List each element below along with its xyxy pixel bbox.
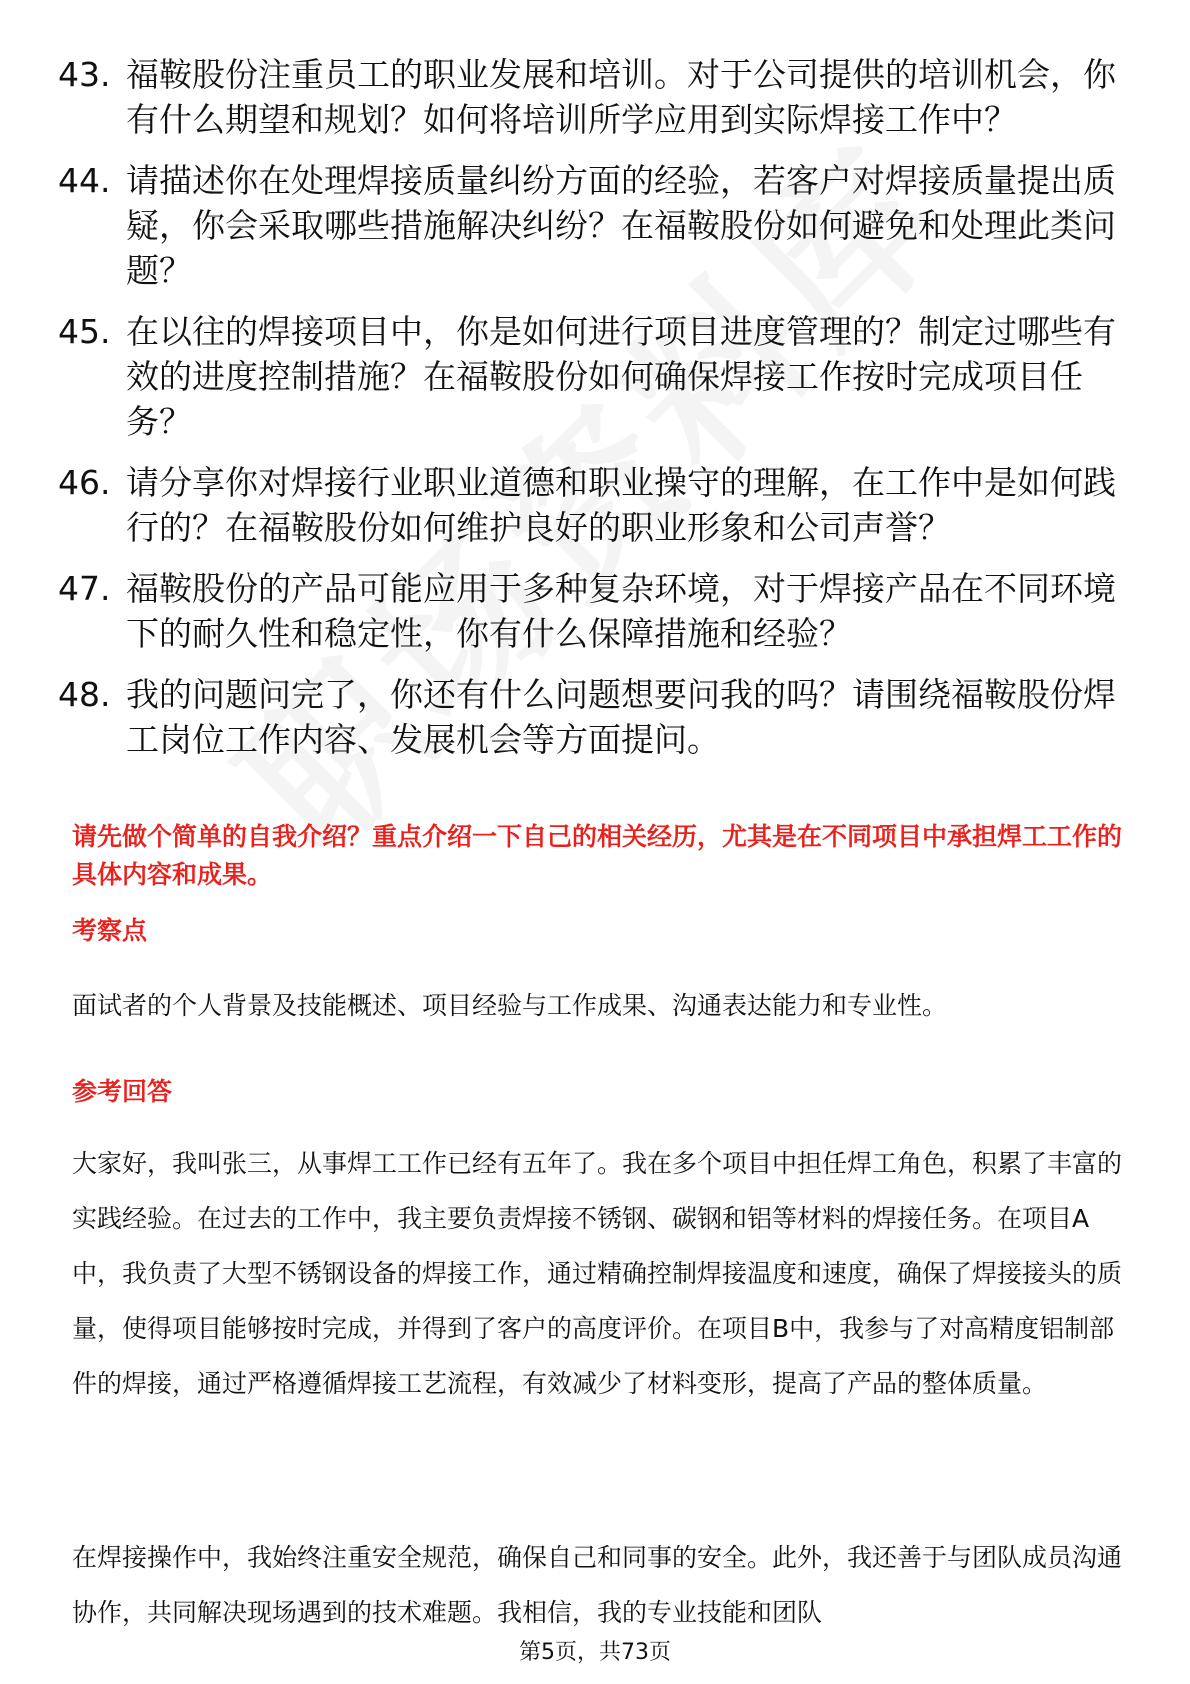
page-footer: 第5页，共73页	[519, 1640, 671, 1665]
question-text: 请描述你在处理焊接质量纠纷方面的经验，若客户对焊接质量提出质疑，你会采取哪些措施解决纠纷？在福鞍股份如何避免和处理此类问题？	[126, 161, 1116, 290]
question-item	[58, 309, 1118, 444]
answer-paragraph: 大家好，我叫张三，从事焊工工作已经有五年了。我在多个项目中担任焊工角色，积累了丰富的实践经验。在过去的工作中，我主要负责焊接不锈钢、碳钢和铝等材料的焊接任务。在项目A中，我负责了大型不锈钢设备的焊接工作，通过精确控制焊接温度和速度，确保了焊接接头的质量，使得项目能够按时完成，并得到了客户的高度评价。在项目B中，我参与了对高精度铝制部件的焊接，通过严格遵循焊接工艺流程，有效减少了材料变形，提高了产品的整体质量。	[72, 1149, 1123, 1398]
question-number: 48.	[58, 675, 111, 714]
question-text: 在以往的焊接项目中，你是如何进行项目进度管理的？制定过哪些有效的进度控制措施？在福鞍股份如何确保焊接工作按时完成项目任务？	[126, 312, 1116, 441]
question-number: 43.	[58, 55, 111, 94]
question-item	[58, 460, 1118, 550]
question-item	[58, 566, 1118, 656]
question-list	[58, 52, 1118, 778]
question-number: 44.	[58, 161, 111, 200]
question-item	[58, 52, 1118, 142]
question-text: 福鞍股份的产品可能应用于多种复杂环境，对于焊接产品在不同环境下的耐久性和稳定性，你有什么保障措施和经验？	[126, 569, 1116, 653]
answer-paragraph: 在焊接操作中，我始终注重安全规范，确保自己和同事的安全。此外，我还善于与团队成员沟通协作，共同解决现场遇到的技术难题。我相信，我的专业技能和团队	[72, 1543, 1123, 1627]
question-text: 福鞍股份注重员工的职业发展和培训。对于公司提供的培训机会，你有什么期望和规划？如何将培训所学应用到实际焊接工作中？	[126, 55, 1116, 139]
focus-label: 考察点	[72, 916, 148, 945]
detail-question-title: 请先做个简单的自我介绍？重点介绍一下自己的相关经历，尤其是在不同项目中承担焊工工作的具体内容和成果。	[72, 822, 1123, 889]
question-text: 请分享你对焊接行业职业道德和职业操守的理解，在工作中是如何践行的？在福鞍股份如何维护良好的职业形象和公司声誉？	[126, 463, 1116, 547]
answer-label: 参考回答	[72, 1077, 173, 1106]
question-item	[58, 158, 1118, 293]
question-number: 45.	[58, 312, 111, 351]
question-number: 47.	[58, 569, 111, 608]
question-text: 我的问题问完了，你还有什么问题想要问我的吗？请围绕福鞍股份焊工岗位工作内容、发展机会等方面提问。	[126, 675, 1116, 759]
question-number: 46.	[58, 463, 111, 502]
focus-text: 面试者的个人背景及技能概述、项目经验与工作成果、沟通表达能力和专业性。	[72, 991, 948, 1020]
question-item	[58, 672, 1118, 762]
